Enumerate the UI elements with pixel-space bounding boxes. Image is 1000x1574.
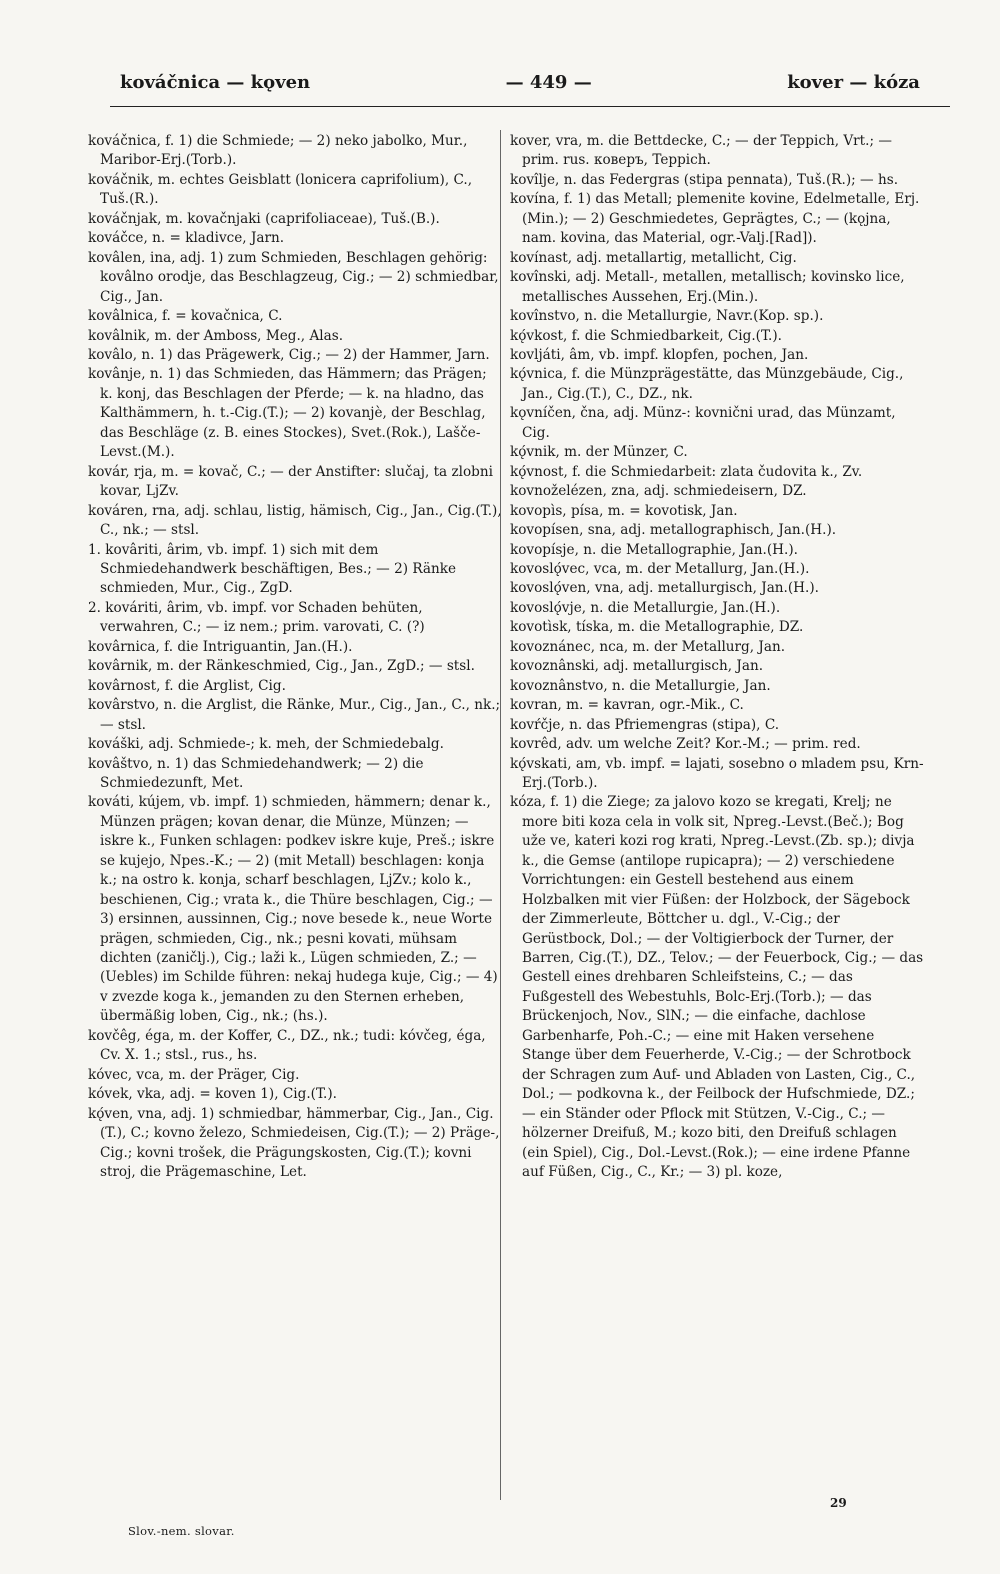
dictionary-entry: kovoslǫ́vje, n. die Metallurgie, Jan.(H.). — [510, 599, 781, 616]
dictionary-entry: kovotìsk, tíska, m. die Metallographie, DZ. — [510, 619, 804, 636]
dictionary-entry: kovopísen, sna, adj. metallographisch, Jan.(H.). — [510, 522, 837, 539]
dictionary-entry: kover, vra, m. die Bettdecke, C.; — der Teppich, Vrt.; — prim. rus. коверъ, Teppich. — [510, 133, 892, 169]
dictionary-entry: kovâlen, ina, adj. 1) zum Schmieden, Beschlagen gehörig: kovâlno orodje, das Beschlagzeug, Cig.; — 2) schmiedbar, Cig., Jan. — [88, 249, 499, 305]
dictionary-entry: kovína, f. 1) das Metall; plemenite kovine, Edelmetalle, Erj.(Min.); — 2) Geschmiedetes, Geprägtes, C.; — (kǫjna, nam. kovina, das Material, ogr.-Valj.[Rad]). — [510, 191, 920, 247]
dictionary-entry: kovârnik, m. der Ränkeschmied, Cig., Jan., ZgD.; — stsl. — [88, 658, 475, 675]
dictionary-entry: kovâštvo, n. 1) das Schmiedehandwerk; — 2) die Schmiedezunft, Met. — [88, 755, 424, 791]
dictionary-entry: kǫ́vnik, m. der Münzer, C. — [510, 444, 688, 461]
dictionary-entry: kovînski, adj. Metall-, metallen, metallisch; kovinsko lice, metallisches Aussehen, Erj.(Min.). — [510, 269, 905, 305]
dictionary-entry: kováčnica, f. 1) die Schmiede; — 2) neko jabolko, Mur., Maribor-Erj.(Torb.). — [88, 133, 468, 169]
dictionary-entry: kovâlnica, f. = kovačnica, C. — [88, 308, 283, 325]
dictionary-entry: kováčnjak, m. kovačnjaki (caprifoliaceae), Tuš.(B.). — [88, 210, 440, 227]
dictionary-entry: kovâlnik, m. der Amboss, Meg., Alas. — [88, 327, 344, 344]
dictionary-entry: kovnoželézen, zna, adj. schmiedeisern, DZ. — [510, 483, 807, 500]
dictionary-entry: kováčnik, m. echtes Geisblatt (lonicera caprifolium), C., Tuš.(R.). — [88, 171, 473, 208]
dictionary-entry: kovopìs, písa, m. = kovotisk, Jan. — [510, 502, 738, 519]
dictionary-entry: kǫ́vskati, am, vb. impf. = lajati, sosebno o mladem psu, Krn-Erj.(Torb.). — [510, 755, 924, 791]
dictionary-entry: kovŕčje, n. das Pfriemengras (stipa), C. — [510, 716, 780, 733]
left-column — [88, 132, 503, 1182]
dictionary-entry: kovoznânski, adj. metallurgisch, Jan. — [510, 658, 764, 675]
dictionary-entry: kovínast, adj. metallartig, metallicht, Cig. — [510, 249, 797, 266]
dictionary-entry: kováti, kújem, vb. impf. 1) schmieden, hämmern; denar k., Münzen prägen; kovan denar, die Münze, Münzen; — iskre k., Funken schlagen: podkev iskre kuje, Preš.; iskre se kujejo, Npes.-K.; — 2) (mit Metall) beschlagen: konja k.; na ostro k. konja, scharf beschlagen, LjZv.; kolo k., beschienen, Cig.; vrata k., die Thüre beschlagen, Cig.; — 3) ersinnen, aussinnen, Cig.; nove besede k., neue Worte prägen, schmieden, Cig., nk.; pesni kovati, mühsam dichten (zaničlj.), Cig.; laži k., Lügen schmieden, Z.; — (Uebles) im Schilde führen: nekaj hudega kuje, Cig.; — 4) v zvezde koga k., jemanden zu den Sternen erheben, übermäßig loben, Cig., nk.; (hs.). — [88, 794, 498, 1025]
dictionary-entry: 2. kováriti, ârim, vb. impf. vor Schaden behüten, verwahren, C.; — iz nem.; prim. varovati, C. (?) — [88, 599, 425, 636]
dictionary-entry: kóvek, vka, adj. = koven 1), Cig.(T.). — [88, 1086, 337, 1103]
dictionary-entry: kovoznánec, nca, m. der Metallurg, Jan. — [510, 638, 786, 655]
dictionary-entry: kǫ́ven, vna, adj. 1) schmiedbar, hämmerbar, Cig., Jan., Cig.(T.), C.; kovno železo, Schmiedeisen, Cig.(T.); — 2) Präge-, Cig.; kovni trošek, die Prägungskosten, Cig.(T.); kovni stroj, die Prägemaschine, Let. — [88, 1105, 500, 1181]
dictionary-entry: 1. kovâriti, ârim, vb. impf. 1) sich mit dem Schmiedehandwerk beschäftigen, Bes.; — 2) Ränke schmieden, Mur., Cig., ZgD. — [88, 541, 457, 597]
dictionary-entry: kovrêd, adv. um welche Zeit? Kor.-M.; — prim. red. — [510, 736, 861, 753]
page-number: — 449 — — [505, 72, 592, 93]
dictionary-entry: kovopísje, n. die Metallographie, Jan.(H.). — [510, 541, 798, 558]
header-right-guideword: kover — kóza — [787, 72, 920, 93]
dictionary-entry: kovâlo, n. 1) das Prägewerk, Cig.; — 2) der Hammer, Jarn. — [88, 346, 490, 363]
dictionary-entry: kovînstvo, n. die Metallurgie, Navr.(Kop. sp.). — [510, 308, 824, 325]
right-column — [510, 132, 925, 1182]
dictionary-entry: kovârstvo, n. die Arglist, die Ränke, Mur., Cig., Jan., C., nk.; — stsl. — [88, 697, 501, 733]
dictionary-entry: kóvec, vca, m. der Präger, Cig. — [88, 1066, 300, 1083]
dictionary-entry: kovár, rja, m. = kovač, C.; — der Anstifter: slučaj, ta zlobni kovar, LjZv. — [88, 463, 493, 500]
dictionary-entry: kovčêg, éga, m. der Koffer, C., DZ., nk.; tudi: kóvčeg, éga, Cv. X. 1.; stsl., rus., hs. — [88, 1027, 486, 1064]
dictionary-entry: kovîlje, n. das Federgras (stipa pennata), Tuš.(R.); — hs. — [510, 171, 899, 188]
sheet-number: 29 — [830, 1496, 847, 1510]
dictionary-entry: kǫvníčen, čna, adj. Münz-: kovnični urad, das Münzamt, Cig. — [510, 405, 896, 441]
dictionary-entry: kovljáti, âm, vb. impf. klopfen, pochen, Jan. — [510, 346, 809, 363]
column-divider — [500, 130, 501, 1500]
dictionary-entry: kǫ́vnica, f. die Münzprägestätte, das Münzgebäude, Cig., Jan., Cig.(T.), C., DZ., nk. — [510, 366, 904, 402]
dictionary-entry: kóza, f. 1) die Ziege; za jalovo kozo se kregati, Krelj; ne more biti koza cela in volk sit, Npreg.-Levst.(Beč.); Bog uže ve, kateri kozi rog krati, Npreg.-Levst.(Zb. sp.); divja k., die Gemse (antilope rupicapra); — 2) verschiedene Vorrichtungen: ein Gestell bestehend aus einem Holzbalken mit vier Füßen: der Holzbock, der Sägebock der Zimmerleute, Böttcher u. dgl., V.-Cig.; der Gerüstbock, Dol.; — der Voltigierbock der Turner, der Barren, Cig.(T.), DZ., Telov.; — der Feuerbock, Cig.; — das Gestell eines drehbaren Schleifsteins, C.; — das Fußgestell des Webestuhls, Bolc-Erj.(Torb.); — das Brückenjoch, Nov., SlN.; — die einfache, dachlose Garbenharfe, Poh.-C.; — eine mit Haken versehene Stange über dem Feuerherde, V.-Cig.; — der Schrotbock der Schragen zum Auf- und Abladen von Lasten, Cig., C., Dol.; — podkovna k., der Feilbock der Hufschmiede, DZ.; — ein Ständer oder Pflock mit Stützen, V.-Cig., C.; — hölzerner Dreifuß, M.; kozo biti, den Dreifuß schlagen (ein Spiel), Cig., Dol.-Levst.(Rok.); — eine irdene Pfanne auf Füßen, Cig., C., Kr.; — 3) pl. koze, — [510, 794, 924, 1181]
dictionary-entry: kováren, rna, adj. schlau, listig, hämisch, Cig., Jan., Cig.(T.), C., nk.; — stsl. — [88, 502, 502, 539]
dictionary-entry: kováčce, n. = kladivce, Jarn. — [88, 230, 285, 247]
dictionary-entry: kovoslǫ́ven, vna, adj. metallurgisch, Jan.(H.). — [510, 580, 819, 597]
dictionary-entry: kováški, adj. Schmiede-; k. meh, der Schmiedebalg. — [88, 736, 444, 753]
dictionary-entry: kovârnost, f. die Arglist, Cig. — [88, 677, 286, 694]
signature-mark: Slov.-nem. slovar. — [128, 1524, 235, 1538]
header-left-guideword: kováčnica — kǫven — [120, 72, 311, 93]
dictionary-entry: kovran, m. = kavran, ogr.-Mik., C. — [510, 697, 744, 714]
header-rule — [110, 106, 950, 107]
dictionary-entry: kovânje, n. 1) das Schmieden, das Hämmern; das Prägen; k. konj, das Beschlagen der Pferde; — k. na hladno, das Kalthämmern, h. t.-Cig.(T.); — 2) kovanjè, der Beschlag, das Beschläge (z. B. eines Stockes), Svet.(Rok.), Lašče-Levst.(M.). — [88, 366, 487, 461]
running-header — [120, 72, 920, 93]
dictionary-entry: kovoslǫ́vec, vca, m. der Metallurg, Jan.(H.). — [510, 560, 810, 577]
dictionary-entry: kovoznânstvo, n. die Metallurgie, Jan. — [510, 677, 771, 694]
dictionary-entry: kǫ́vnost, f. die Schmiedarbeit: zlata čudovita k., Zv. — [510, 463, 863, 480]
dictionary-entry: kovârnica, f. die Intriguantin, Jan.(H.). — [88, 638, 353, 655]
dictionary-entry: kǫ́vkost, f. die Schmiedbarkeit, Cig.(T.). — [510, 327, 782, 344]
